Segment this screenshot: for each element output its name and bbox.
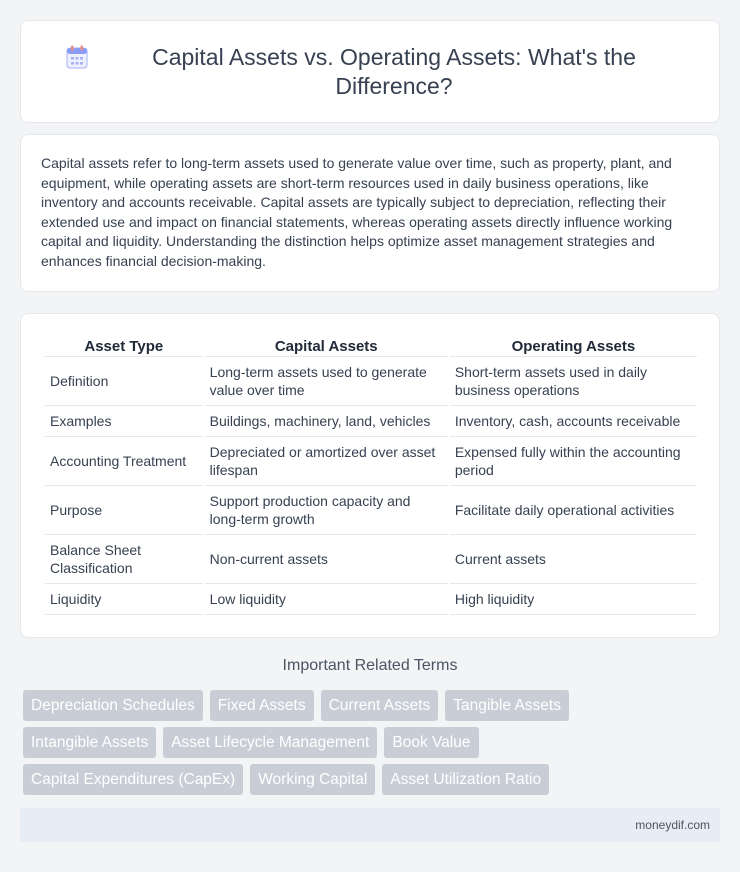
table-row <box>45 437 697 486</box>
tag-row <box>23 764 713 795</box>
table-cell: Buildings, machinery, land, vehicles <box>205 406 448 437</box>
table-cell: Balance Sheet Classification <box>45 535 203 584</box>
tag-row <box>23 727 713 758</box>
table-cell: Facilitate daily operational activities <box>450 486 697 535</box>
tag-row <box>23 690 713 721</box>
calendar-icon <box>66 45 88 69</box>
tag-asset-lifecycle-management[interactable]: Asset Lifecycle Management <box>163 727 377 758</box>
title-wrap <box>26 43 714 101</box>
comparison-table <box>43 333 699 615</box>
related-terms-heading: Important Related Terms <box>282 657 458 674</box>
tag-capital-expenditures[interactable]: Capital Expenditures (CapEx) <box>23 764 243 795</box>
comparison-table-card <box>20 313 720 638</box>
table-row <box>45 535 697 584</box>
footer-site[interactable]: moneydif.com <box>635 818 710 832</box>
tag-current-assets[interactable]: Current Assets <box>321 690 439 721</box>
table-header-cell: Asset Type <box>45 333 203 357</box>
table-row <box>45 406 697 437</box>
table-row <box>45 584 697 615</box>
footer <box>20 808 720 842</box>
table-cell: High liquidity <box>450 584 697 615</box>
tag-asset-utilization-ratio[interactable]: Asset Utilization Ratio <box>382 764 549 795</box>
table-cell: Low liquidity <box>205 584 448 615</box>
tag-working-capital[interactable]: Working Capital <box>250 764 375 795</box>
table-cell: Non-current assets <box>205 535 448 584</box>
table-cell: Accounting Treatment <box>45 437 203 486</box>
intro-card <box>20 134 720 292</box>
table-cell: Support production capacity and long-term growth <box>205 486 448 535</box>
table-cell: Depreciated or amortized over asset lifespan <box>205 437 448 486</box>
table-cell: Liquidity <box>45 584 203 615</box>
table-cell: Purpose <box>45 486 203 535</box>
tag-tangible-assets[interactable]: Tangible Assets <box>445 690 569 721</box>
table-cell: Long-term assets used to generate value over time <box>205 357 448 406</box>
table-cell: Examples <box>45 406 203 437</box>
table-header-row <box>45 333 697 357</box>
table-cell: Short-term assets used in daily business operations <box>450 357 697 406</box>
table-header-cell: Operating Assets <box>450 333 697 357</box>
page-title: Capital Assets vs. Operating Assets: What's the Difference? <box>152 43 636 99</box>
tag-depreciation-schedules[interactable]: Depreciation Schedules <box>23 690 203 721</box>
related-terms-tags <box>23 690 713 801</box>
table-row <box>45 357 697 406</box>
table-cell: Expensed fully within the accounting period <box>450 437 697 486</box>
tag-fixed-assets[interactable]: Fixed Assets <box>210 690 314 721</box>
table-cell: Inventory, cash, accounts receivable <box>450 406 697 437</box>
table-cell: Current assets <box>450 535 697 584</box>
title-card <box>20 20 720 123</box>
tag-book-value[interactable]: Book Value <box>384 727 478 758</box>
table-header-cell: Capital Assets <box>205 333 448 357</box>
table-row <box>45 486 697 535</box>
intro-text: Capital assets refer to long-term assets used to generate value over time, such as property, plant, and equipment, while operating assets are short-term resources used in daily business operations, like inventory and accounts receivable. Capital assets are typically subject to depreciation, reflecting their extended use and impact on financial statements, whereas operating assets directly influence working capital and liquidity. Understanding the distinction helps optimize asset management strategies and enhances financial decision-making. <box>41 155 673 269</box>
tag-intangible-assets[interactable]: Intangible Assets <box>23 727 156 758</box>
table-cell: Definition <box>45 357 203 406</box>
